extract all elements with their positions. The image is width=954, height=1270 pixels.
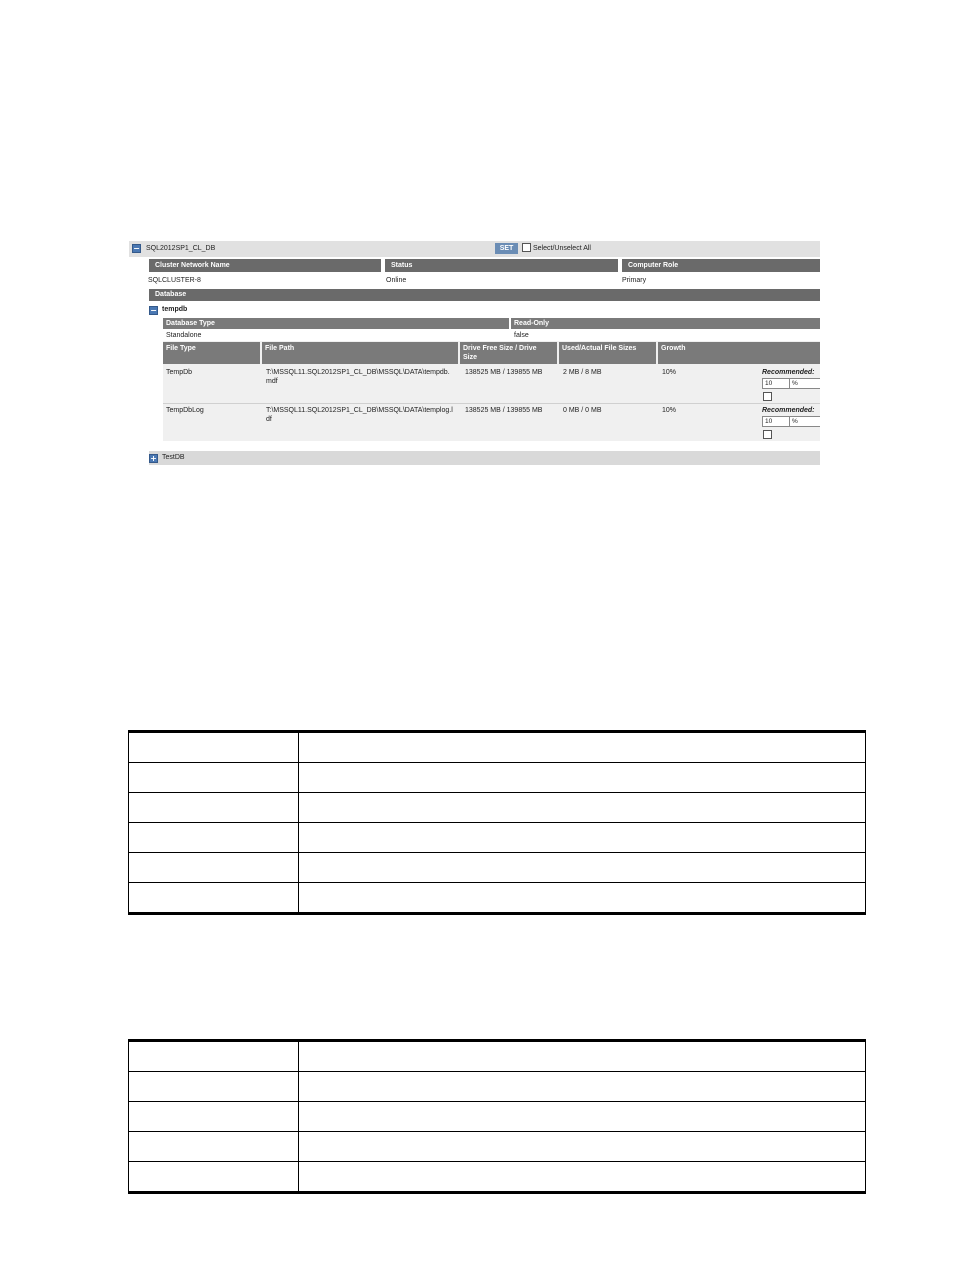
table-row bbox=[129, 793, 866, 823]
drive-size-header bbox=[460, 342, 557, 364]
table-row bbox=[129, 853, 866, 883]
recommended-tempdb-label: Recommended: bbox=[762, 369, 815, 376]
select-all-checkbox[interactable] bbox=[522, 243, 531, 252]
drive-size-header-line1: Drive Free Size / Drive bbox=[463, 345, 537, 352]
table-row bbox=[129, 732, 866, 763]
drive-size-tempdb: 138525 MB / 139855 MB bbox=[465, 369, 543, 376]
table-row bbox=[129, 883, 866, 914]
growth-tempdb: 10% bbox=[662, 369, 677, 376]
drive-size-tempdblog: 138525 MB / 139855 MB bbox=[465, 407, 543, 414]
table-row bbox=[129, 763, 866, 793]
set-button[interactable]: SET bbox=[495, 243, 518, 254]
table-row bbox=[129, 1162, 866, 1193]
table-2 bbox=[128, 1039, 866, 1194]
select-all-label: Select/Unselect All bbox=[533, 245, 591, 252]
used-actual-tempdblog: 0 MB / 0 MB bbox=[563, 407, 602, 414]
growth-header: Growth bbox=[658, 342, 820, 364]
used-actual-tempdb: 2 MB / 8 MB bbox=[563, 369, 602, 376]
table-row bbox=[129, 1132, 866, 1162]
growth-checkbox-tempdb[interactable] bbox=[763, 392, 772, 401]
table-row bbox=[129, 1102, 866, 1132]
file-path-tempdb-line2: mdf bbox=[266, 378, 278, 385]
cluster-db-row bbox=[129, 241, 820, 257]
growth-unit-tempdb[interactable]: % bbox=[789, 378, 820, 389]
table-row bbox=[129, 1072, 866, 1102]
table-1 bbox=[128, 730, 866, 915]
status-header: Status bbox=[385, 259, 618, 272]
file-path-tempdblog-line2: df bbox=[266, 416, 272, 423]
used-actual-header: Used/Actual File Sizes bbox=[559, 342, 656, 364]
file-type-header: File Type bbox=[163, 342, 260, 364]
growth-input-tempdb[interactable]: 10 bbox=[762, 378, 790, 389]
testdb-name[interactable]: TestDB bbox=[162, 454, 185, 461]
tempdb-name[interactable]: tempdb bbox=[162, 306, 188, 313]
collapse-cluster-db-icon[interactable]: − bbox=[133, 244, 140, 253]
testdb-row bbox=[149, 451, 820, 465]
read-only-header: Read-Only bbox=[511, 318, 820, 329]
file-path-header: File Path bbox=[262, 342, 458, 364]
file-path-tempdb-line1: T:\MSSQL11.SQL2012SP1_CL_DB\MSSQL\DATA\tempdb. bbox=[266, 369, 450, 376]
database-type-header: Database Type bbox=[163, 318, 509, 329]
database-header: Database bbox=[149, 289, 820, 301]
file-type-tempdblog: TempDbLog bbox=[166, 407, 204, 414]
growth-unit-tempdblog[interactable]: % bbox=[789, 416, 820, 427]
computer-role-header: Computer Role bbox=[622, 259, 820, 272]
growth-input-tempdblog[interactable]: 10 bbox=[762, 416, 790, 427]
growth-checkbox-tempdblog[interactable] bbox=[763, 430, 772, 439]
row-separator bbox=[163, 403, 820, 404]
cluster-network-name-value: SQLCLUSTER-8 bbox=[148, 277, 201, 284]
cluster-network-name-header: Cluster Network Name bbox=[149, 259, 381, 272]
storage-screenshot bbox=[129, 239, 820, 465]
expand-testdb-icon[interactable]: + bbox=[150, 454, 157, 463]
table-row bbox=[129, 823, 866, 853]
growth-tempdblog: 10% bbox=[662, 407, 677, 414]
database-type-value: Standalone bbox=[166, 332, 202, 339]
status-value: Online bbox=[386, 277, 407, 284]
collapse-tempdb-icon[interactable]: − bbox=[150, 306, 157, 315]
recommended-tempdblog-label: Recommended: bbox=[762, 407, 815, 414]
file-path-tempdblog-line1: T:\MSSQL11.SQL2012SP1_CL_DB\MSSQL\DATA\templog.l bbox=[266, 407, 453, 414]
read-only-value: false bbox=[514, 332, 529, 339]
drive-size-header-line2: Size bbox=[463, 354, 478, 361]
table-row bbox=[129, 1041, 866, 1072]
computer-role-value: Primary bbox=[622, 277, 647, 284]
file-type-tempdb: TempDb bbox=[166, 369, 193, 376]
cluster-db-name: SQL2012SP1_CL_DB bbox=[146, 245, 216, 252]
